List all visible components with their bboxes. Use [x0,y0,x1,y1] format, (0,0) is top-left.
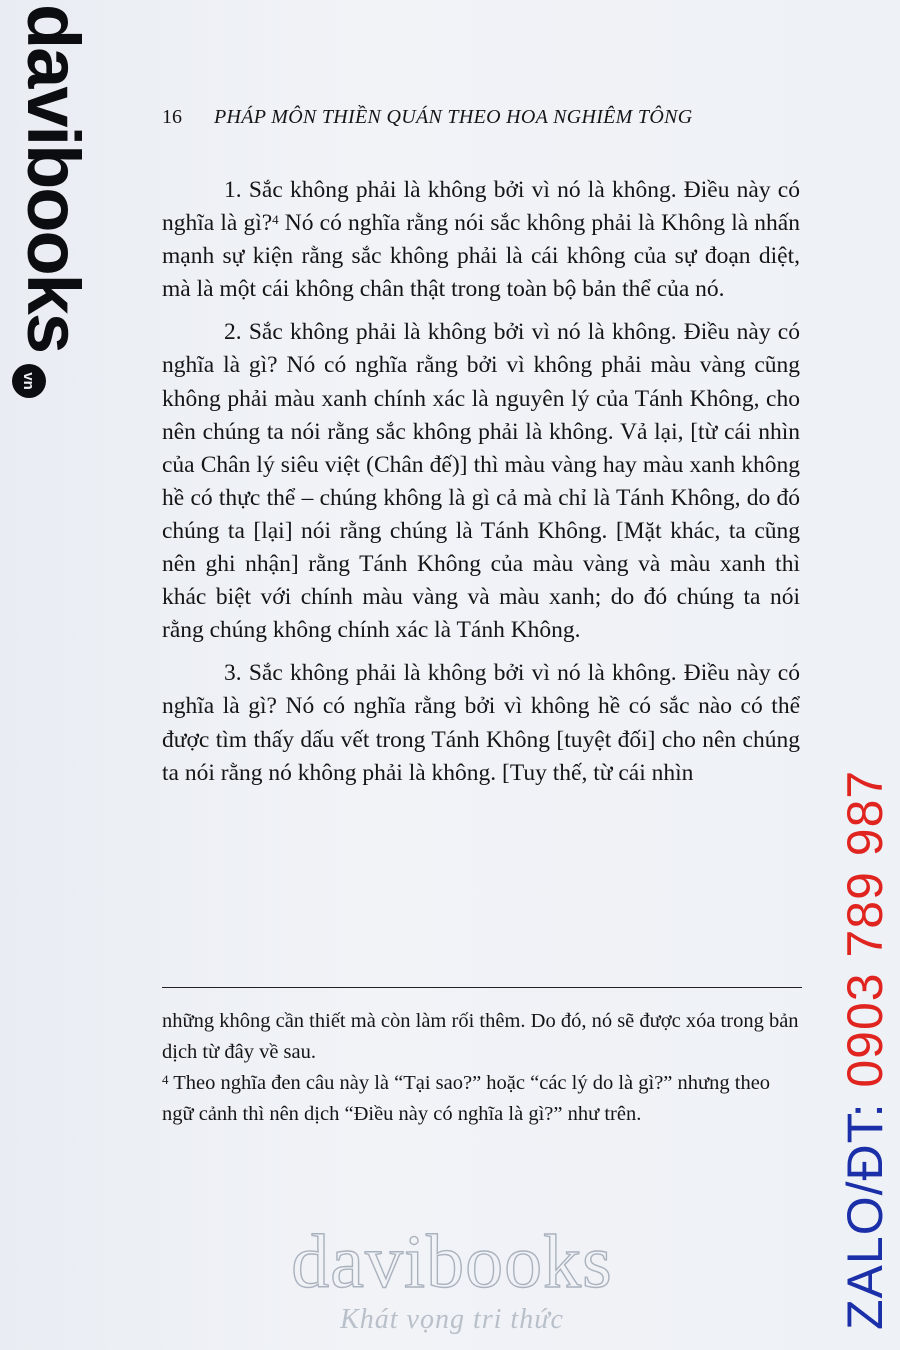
paragraph-3: 3. Sắc không phải là không bởi vì nó là không. Điều này có nghĩa là gì? Nó có nghĩa rằng bởi vì không hề có sắc nào có thể được tìm thấy dấu vết trong Tánh Không [tuyệt đối] cho nên chúng ta nói rằng nó không phải là không. [Tuy thế, từ cái nhìn [162,660,800,786]
logo-vn-badge: vn [12,364,46,398]
paragraph-2: 2. Sắc không phải là không bởi vì nó là không. Điều này có nghĩa là gì? Nó có nghĩa rằng bởi vì không phải màu vàng cũng không phải màu xanh chính xác là nguyên lý của Tánh Không, cho nên chúng ta nói rằng sắc không phải là không. Vả lại, [từ cái nhìn của Chân lý siêu việt (Chân đế)] thì màu vàng hay màu xanh không hề có thực thể – chúng không là gì cả mà chỉ là Tánh Không, do đó chúng ta [lại] nói rằng chúng là Tánh Không. [Mặt khác, ta cũng nên ghi nhận] rằng Tánh Không của màu vàng và màu xanh thì khác biệt với chính màu vàng và màu xanh; do đó chúng ta nói rằng chúng không chính xác là Tánh Không. [162,319,800,644]
paragraph-1: 1. Sắc không phải là không bởi vì nó là không. Điều này có nghĩa là gì?$^4$ Nó có nghĩa rằng nói sắc không phải là Không là nhấn mạnh sự kiện rằng sắc không phải là cái không của sự đoạn diệt, mà là một cái không chân thật trong toàn bộ bản thể của nó. [162,177,800,303]
footnote-4: $^4$ Theo nghĩa đen câu này là “Tại sao?” hoặc “các lý do là gì?” nhưng theo ngữ cảnh thì nên dịch “Điều này có nghĩa là gì?” như trên. [162,1072,771,1125]
contact-phone: 0903 789 987 [837,769,893,1088]
watermark-slogan: Khát vọng tri thức [340,1304,564,1335]
footnotes [162,1006,802,1130]
watermark [252,1220,652,1336]
footnote-divider [162,987,802,988]
running-title: PHÁP MÔN THIỀN QUÁN THEO HOA NGHIÊM TÔNG [214,106,693,128]
contact-banner [837,690,900,1340]
footnote-continued: những không cần thiết mà còn làm rối thêm. Do đó, nó sẽ được xóa trong bản dịch từ đây về sau. [162,1010,799,1063]
davibooks-side-logo [0,0,95,420]
watermark-brand: davibooks [291,1220,613,1304]
logo-wordmark: davibooks [12,4,95,352]
main-text [162,174,800,790]
page-number: 16 [162,106,182,128]
running-header [162,104,802,134]
contact-label: ZALO/ĐT: [837,1087,893,1330]
footnote-ref-4: 4 [272,212,279,228]
